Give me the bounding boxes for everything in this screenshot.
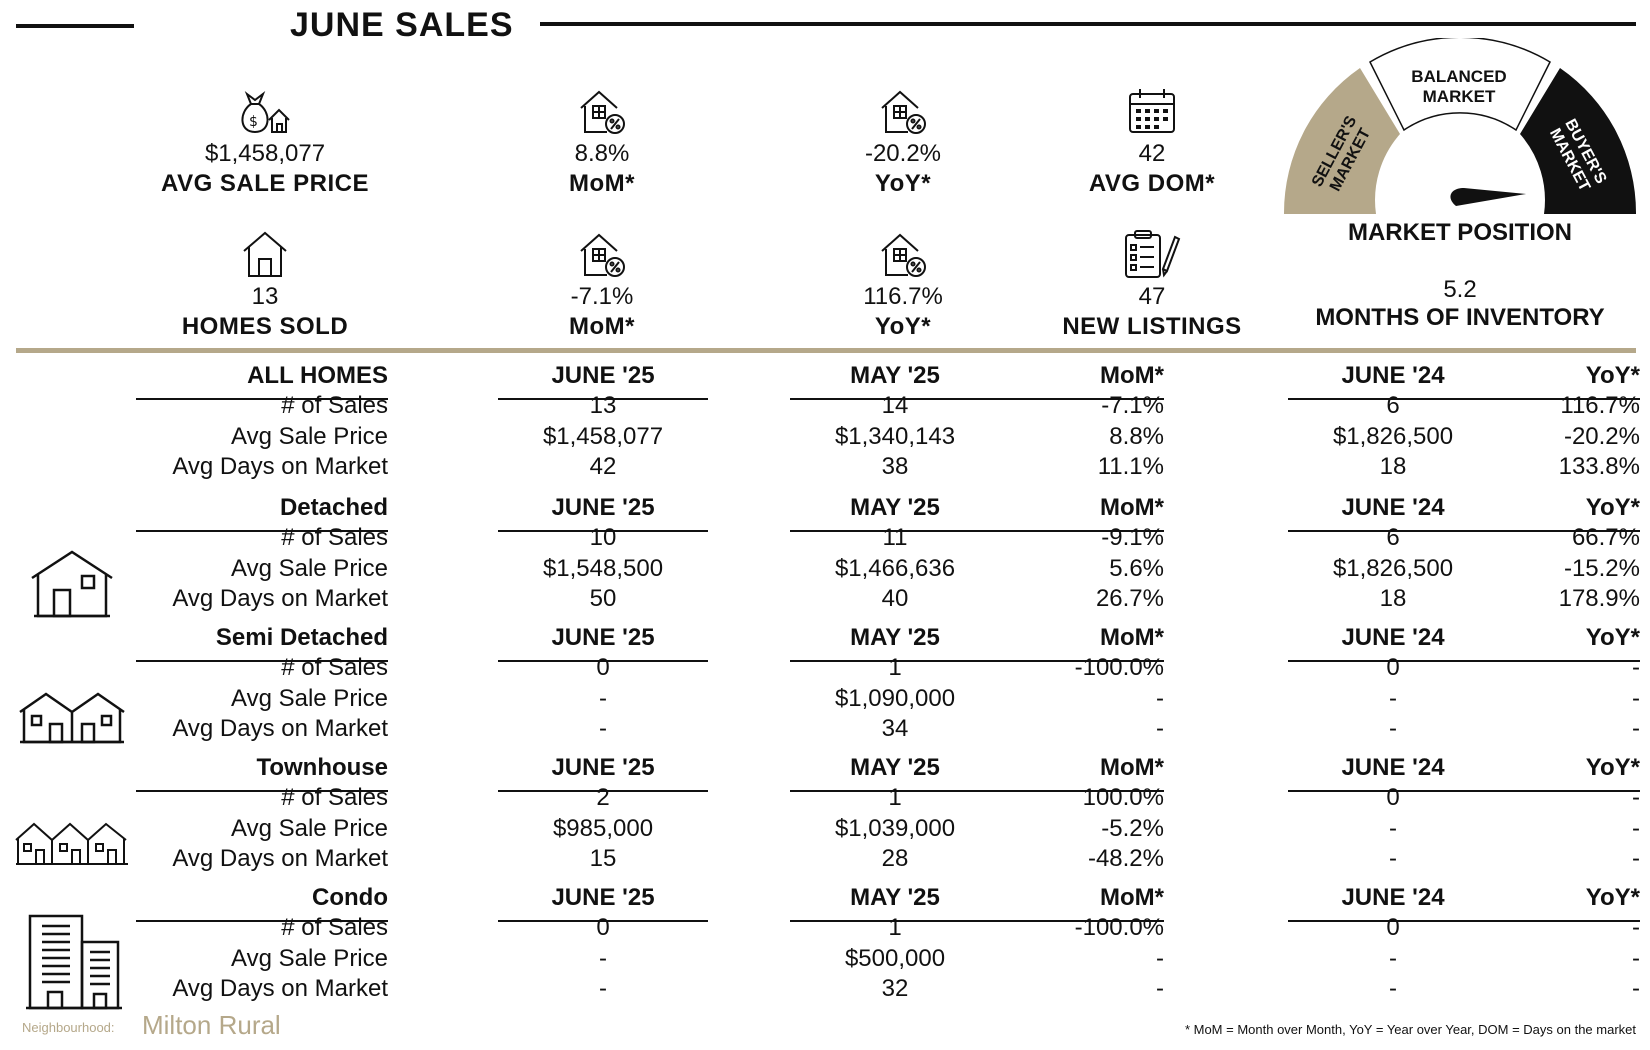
table-row [0, 945, 1650, 975]
table-cell: 34 [881, 715, 909, 742]
table-row [0, 845, 1650, 875]
row-label: Avg Days on Market [172, 845, 388, 872]
house-percent-icon [878, 86, 928, 136]
section-title: Semi Detached [215, 624, 388, 651]
table-cell: 11.1% [1097, 453, 1164, 480]
stat-price-mom: 8.8% MoM* [452, 80, 752, 198]
column-header: YoY* [1585, 884, 1640, 911]
table-cell: 178.9% [1558, 585, 1640, 612]
table-cell: 100.0% [1082, 784, 1164, 811]
neighbourhood-name: Milton Rural [142, 1010, 281, 1040]
gauge-seller-label: SELLER'S MARKET [1308, 113, 1375, 195]
table-cell: - [1632, 654, 1640, 681]
table-cell: - [1156, 975, 1164, 1002]
table-cell: 1 [888, 914, 902, 941]
table-cell: - [1632, 784, 1640, 811]
table-cell: - [1632, 975, 1640, 1002]
table-cell: - [1632, 684, 1640, 712]
table-cell: 0 [1386, 654, 1400, 681]
table-cell: $1,826,500 [1332, 422, 1454, 450]
section-title: Detached [279, 494, 388, 521]
table-cell: 0 [1386, 784, 1400, 811]
row-label: Avg Days on Market [172, 715, 388, 742]
row-label: # of Sales [281, 524, 388, 551]
section-title: ALL HOMES [247, 362, 388, 389]
table-cell: 42 [589, 453, 617, 480]
months-of-inventory-value: 5.2 [1443, 276, 1477, 303]
table-cell: $500,000 [844, 944, 946, 972]
table-cell: 1 [888, 654, 902, 681]
table-cell: - [1389, 975, 1397, 1002]
header-rule-left [16, 24, 134, 28]
table-cell: 15 [589, 845, 617, 872]
house-percent-icon [878, 229, 928, 279]
table-cell: 26.7% [1095, 585, 1164, 612]
table-cell: - [1389, 845, 1397, 872]
column-header: JUNE '25 [551, 624, 655, 651]
gauge-balanced-label: BALANCED MARKET [1411, 67, 1507, 106]
table-row [0, 815, 1650, 845]
column-header: JUNE '24 [1341, 494, 1445, 521]
table-cell: -100.0% [1074, 914, 1164, 941]
table-row [0, 423, 1650, 453]
stat-price-yoy: -20.2% YoY* [753, 80, 1053, 198]
row-label: Avg Days on Market [172, 975, 388, 1002]
detached-house-icon [30, 548, 114, 620]
table-cell: 116.7% [1560, 392, 1640, 419]
table-cell: 1 [888, 784, 902, 811]
house-icon [241, 229, 289, 279]
row-label: Avg Days on Market [172, 453, 388, 480]
table-cell: - [1632, 845, 1640, 872]
column-header: YoY* [1585, 494, 1640, 521]
column-header: MAY '25 [850, 754, 940, 781]
table-cell: $1,458,077 [542, 422, 664, 450]
table-row [0, 524, 1650, 554]
semi-detached-house-icon [18, 690, 126, 746]
column-header: MoM* [1100, 494, 1164, 521]
table-cell: 28 [881, 845, 909, 872]
table-cell: - [1632, 914, 1640, 941]
table-cell: - [1156, 684, 1164, 712]
column-header: JUNE '25 [551, 884, 655, 911]
table-cell: 13 [589, 392, 617, 419]
table-cell: 0 [596, 914, 610, 941]
table-cell: - [1389, 715, 1397, 742]
table-cell: 18 [1379, 585, 1407, 612]
table-cell: - [1389, 944, 1397, 972]
table-cell: -7.1% [1101, 392, 1164, 419]
section-header-row [0, 624, 1650, 654]
row-label: Avg Sale Price [231, 684, 388, 712]
table-cell: 133.8% [1558, 453, 1640, 480]
column-header: JUNE '24 [1341, 624, 1445, 651]
table-cell: -20.2% [1563, 422, 1640, 450]
table-cell: - [1632, 944, 1640, 972]
market-position-title: MARKET POSITION [1347, 219, 1572, 246]
table-row [0, 555, 1650, 585]
column-header: MoM* [1100, 362, 1164, 389]
stat-homes-sold: 13 HOMES SOLD [115, 223, 415, 341]
stat-sales-yoy: 116.7% YoY* [753, 223, 1053, 341]
section-header-row [0, 754, 1650, 784]
table-cell: $985,000 [552, 814, 654, 842]
table-cell: - [599, 715, 607, 742]
table-cell: 18 [1379, 453, 1407, 480]
table-row [0, 715, 1650, 745]
stat-new-listings: 47 NEW LISTINGS [1002, 223, 1302, 341]
table-cell: 50 [589, 585, 617, 612]
column-header: MoM* [1100, 624, 1164, 651]
table-cell: 0 [1386, 914, 1400, 941]
table-cell: $1,090,000 [834, 684, 956, 712]
column-header: MoM* [1100, 754, 1164, 781]
table-row [0, 453, 1650, 483]
table-row [0, 392, 1650, 422]
table-cell: - [599, 975, 607, 1002]
column-header: JUNE '25 [551, 754, 655, 781]
table-row [0, 975, 1650, 1005]
column-header: JUNE '24 [1341, 362, 1445, 389]
column-header: YoY* [1585, 754, 1640, 781]
table-row [0, 654, 1650, 684]
table-cell: -100.0% [1074, 654, 1164, 681]
table-row [0, 784, 1650, 814]
stat-avg-sale-price: $ $1,458,077 AVG SALE PRICE [115, 80, 415, 198]
row-label: Avg Days on Market [172, 585, 388, 612]
stat-sales-mom: -7.1% MoM* [452, 223, 752, 341]
section-title: Townhouse [256, 754, 388, 781]
header-rule-right [540, 22, 1636, 26]
row-label: # of Sales [281, 654, 388, 681]
table-cell: 0 [596, 654, 610, 681]
table-cell: - [1389, 684, 1397, 712]
row-label: Avg Sale Price [231, 814, 388, 842]
condo-building-icon [26, 912, 122, 1012]
column-header: YoY* [1585, 624, 1640, 651]
table-cell: $1,039,000 [834, 814, 956, 842]
table-row [0, 685, 1650, 715]
table-cell: - [599, 684, 607, 712]
section-title: Condo [312, 884, 388, 911]
table-cell: 6 [1386, 392, 1400, 419]
table-cell: - [1389, 814, 1397, 842]
table-cell: 5.6% [1109, 554, 1164, 582]
stat-avg-dom: 42 AVG DOM* [1002, 80, 1302, 198]
months-of-inventory-label: MONTHS OF INVENTORY [1315, 304, 1605, 331]
table-cell: - [1632, 814, 1640, 842]
table-cell: $1,826,500 [1332, 554, 1454, 582]
table-cell: 8.8% [1109, 422, 1164, 450]
column-header: JUNE '25 [551, 362, 655, 389]
gauge-buyer-label: BUYER'S MARKET [1545, 116, 1610, 195]
neighbourhood-label: Neighbourhood: [22, 1020, 115, 1035]
column-header: JUNE '25 [551, 494, 655, 521]
footer-legend: * MoM = Month over Month, YoY = Year over Year, DOM = Days on the market [1184, 1022, 1636, 1037]
table-cell: -9.1% [1101, 524, 1164, 551]
column-header: MoM* [1100, 884, 1164, 911]
table-row [0, 585, 1650, 615]
table-cell: 66.7% [1571, 524, 1640, 551]
townhouse-icon [14, 820, 130, 868]
table-row [0, 914, 1650, 944]
row-label: # of Sales [281, 914, 388, 941]
column-header: YoY* [1585, 362, 1640, 389]
row-label: Avg Sale Price [231, 944, 388, 972]
house-percent-icon [577, 86, 627, 136]
table-cell: $1,466,636 [834, 554, 956, 582]
table-cell: 6 [1386, 524, 1400, 551]
table-cell: - [1632, 715, 1640, 742]
column-header: MAY '25 [850, 884, 940, 911]
section-header-row [0, 884, 1650, 914]
calendar-icon [1127, 86, 1177, 136]
table-cell: 40 [881, 585, 909, 612]
column-header: MAY '25 [850, 362, 940, 389]
table-cell: 32 [881, 975, 909, 1002]
table-cell: - [1156, 944, 1164, 972]
column-header: JUNE '24 [1341, 884, 1445, 911]
table-cell: - [1156, 715, 1164, 742]
svg-text:$: $ [249, 114, 258, 130]
house-percent-icon [577, 229, 627, 279]
column-header: JUNE '24 [1341, 754, 1445, 781]
table-cell: 11 [882, 524, 908, 551]
row-label: # of Sales [281, 784, 388, 811]
table-cell: 38 [881, 453, 909, 480]
column-header: MAY '25 [850, 494, 940, 521]
table-cell: -48.2% [1087, 845, 1164, 872]
section-header-row [0, 362, 1650, 392]
money-bag-house-icon [235, 86, 295, 136]
gauge-needle [1450, 188, 1526, 206]
row-label: # of Sales [281, 392, 388, 419]
table-cell: $1,548,500 [542, 554, 664, 582]
clipboard-pen-icon [1123, 229, 1181, 279]
table-cell: 2 [596, 784, 610, 811]
table-cell: -15.2% [1563, 554, 1640, 582]
table-cell: $1,340,143 [834, 422, 956, 450]
row-label: Avg Sale Price [231, 554, 388, 582]
gold-divider [16, 348, 1636, 353]
column-header: MAY '25 [850, 624, 940, 651]
table-cell: -5.2% [1101, 814, 1164, 842]
table-cell: - [599, 944, 607, 972]
row-label: Avg Sale Price [231, 422, 388, 450]
table-cell: 14 [881, 392, 909, 419]
page-title: JUNE SALES [290, 6, 514, 44]
table-cell: 10 [589, 524, 617, 551]
section-header-row [0, 494, 1650, 524]
